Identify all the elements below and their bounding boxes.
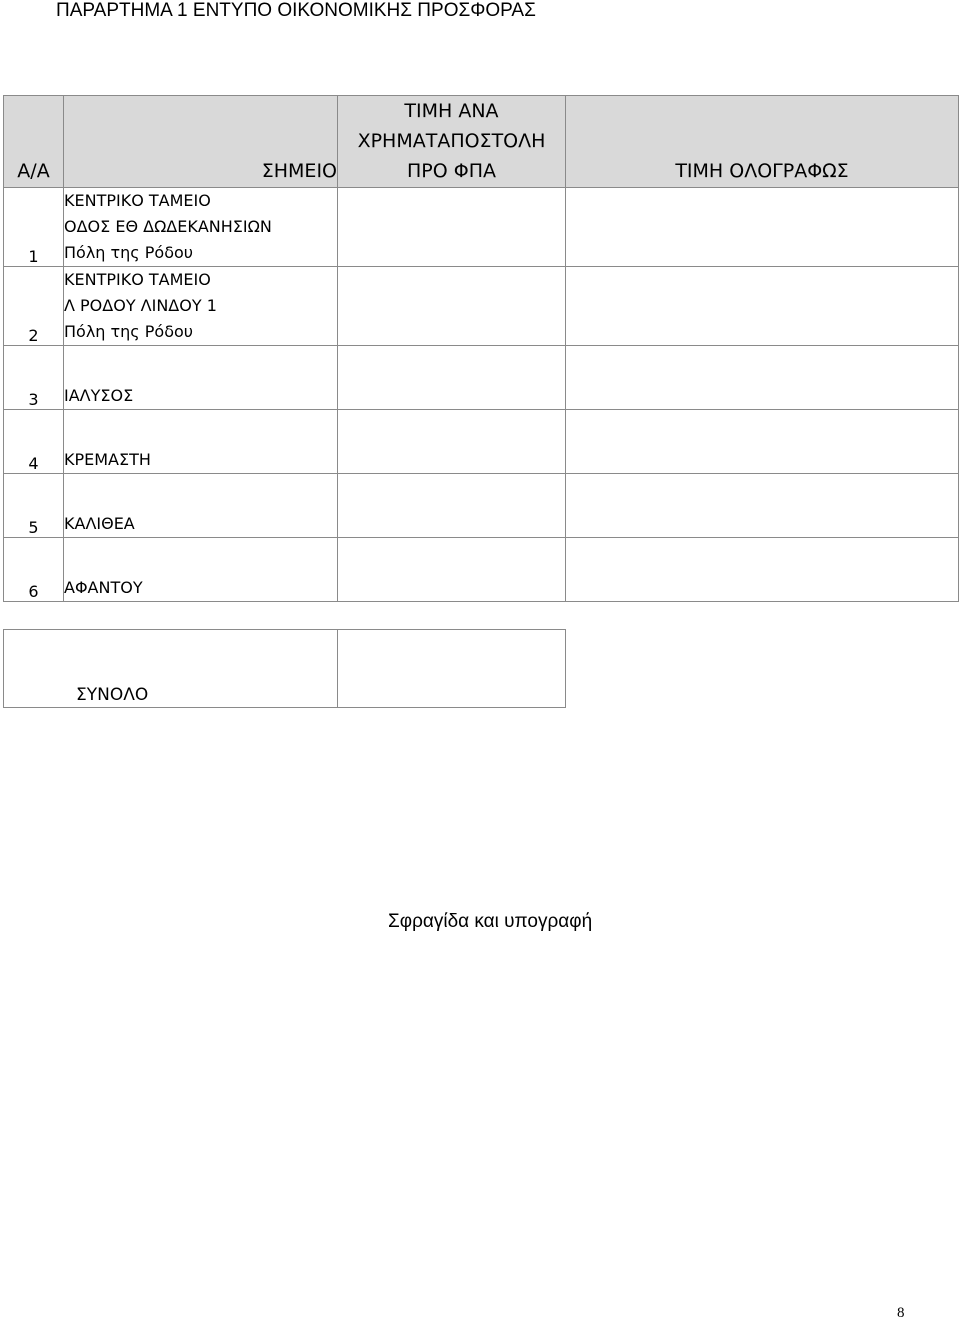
point-line: ΑΦΑΝΤΟΥ bbox=[64, 578, 143, 597]
words-input-cell[interactable] bbox=[566, 188, 959, 267]
header-price-line3: ΠΡΟ ΦΠΑ bbox=[407, 160, 496, 182]
point-line: Πόλη της Ρόδου bbox=[64, 243, 194, 262]
header-price-line1: ΤΙΜΗ ΑΝΑ bbox=[404, 100, 499, 122]
total-table bbox=[3, 629, 566, 708]
point-line: ΟΔΟΣ ΕΘ ΔΩΔΕΚΑΝΗΣΙΩΝ bbox=[64, 217, 272, 236]
point-line: ΚΑΛΙΘΕΑ bbox=[64, 514, 135, 533]
table-row bbox=[4, 346, 959, 410]
point-line: Πόλη της Ρόδου bbox=[64, 322, 194, 341]
total-input-cell[interactable] bbox=[338, 630, 566, 708]
offer-table bbox=[3, 95, 959, 602]
table-row bbox=[4, 474, 959, 538]
total-label: ΣΥΝΟΛΟ bbox=[4, 630, 338, 708]
point-cell bbox=[64, 346, 338, 410]
header-price bbox=[338, 96, 566, 188]
price-input-cell[interactable] bbox=[338, 538, 566, 602]
row-number: 2 bbox=[4, 267, 64, 346]
price-input-cell[interactable] bbox=[338, 410, 566, 474]
table-header-row bbox=[4, 96, 959, 188]
price-input-cell[interactable] bbox=[338, 188, 566, 267]
price-input-cell[interactable] bbox=[338, 267, 566, 346]
signature-label: Σφραγίδα και υπογραφή bbox=[388, 911, 593, 932]
words-input-cell[interactable] bbox=[566, 474, 959, 538]
price-input-cell[interactable] bbox=[338, 346, 566, 410]
header-point: ΣΗΜΕΙΟ bbox=[64, 96, 338, 188]
table-row bbox=[4, 410, 959, 474]
row-number: 1 bbox=[4, 188, 64, 267]
point-cell bbox=[64, 267, 338, 346]
header-price-line2: ΧΡΗΜΑΤΑΠΟΣΤΟΛΗ bbox=[357, 130, 546, 152]
words-input-cell[interactable] bbox=[566, 538, 959, 602]
header-words: ΤΙΜΗ ΟΛΟΓΡΑΦΩΣ bbox=[566, 96, 959, 188]
point-line: ΚΡΕΜΑΣΤΗ bbox=[64, 450, 151, 469]
point-line: ΚΕΝΤΡΙΚΟ ΤΑΜΕΙΟ bbox=[64, 270, 211, 289]
total-row bbox=[4, 630, 566, 708]
row-number: 6 bbox=[4, 538, 64, 602]
point-line: ΚΕΝΤΡΙΚΟ ΤΑΜΕΙΟ bbox=[64, 191, 211, 210]
row-number: 5 bbox=[4, 474, 64, 538]
table-row bbox=[4, 267, 959, 346]
price-input-cell[interactable] bbox=[338, 474, 566, 538]
document-title: ΠΑΡΑΡΤΗΜΑ 1 ΕΝΤΥΠΟ ΟΙΚΟΝΟΜΙΚΗΣ ΠΡΟΣΦΟΡΑΣ bbox=[56, 0, 536, 21]
point-cell bbox=[64, 188, 338, 267]
point-line: ΙΑΛΥΣΟΣ bbox=[64, 386, 134, 405]
point-line: Λ ΡΟΔΟΥ ΛΙΝΔΟΥ 1 bbox=[64, 296, 217, 315]
page-number: 8 bbox=[897, 1305, 905, 1321]
point-cell bbox=[64, 538, 338, 602]
header-aa: Α/Α bbox=[4, 96, 64, 188]
words-input-cell[interactable] bbox=[566, 267, 959, 346]
point-cell bbox=[64, 410, 338, 474]
row-number: 4 bbox=[4, 410, 64, 474]
words-input-cell[interactable] bbox=[566, 410, 959, 474]
words-input-cell[interactable] bbox=[566, 346, 959, 410]
table-row bbox=[4, 188, 959, 267]
point-cell bbox=[64, 474, 338, 538]
row-number: 3 bbox=[4, 346, 64, 410]
table-row bbox=[4, 538, 959, 602]
